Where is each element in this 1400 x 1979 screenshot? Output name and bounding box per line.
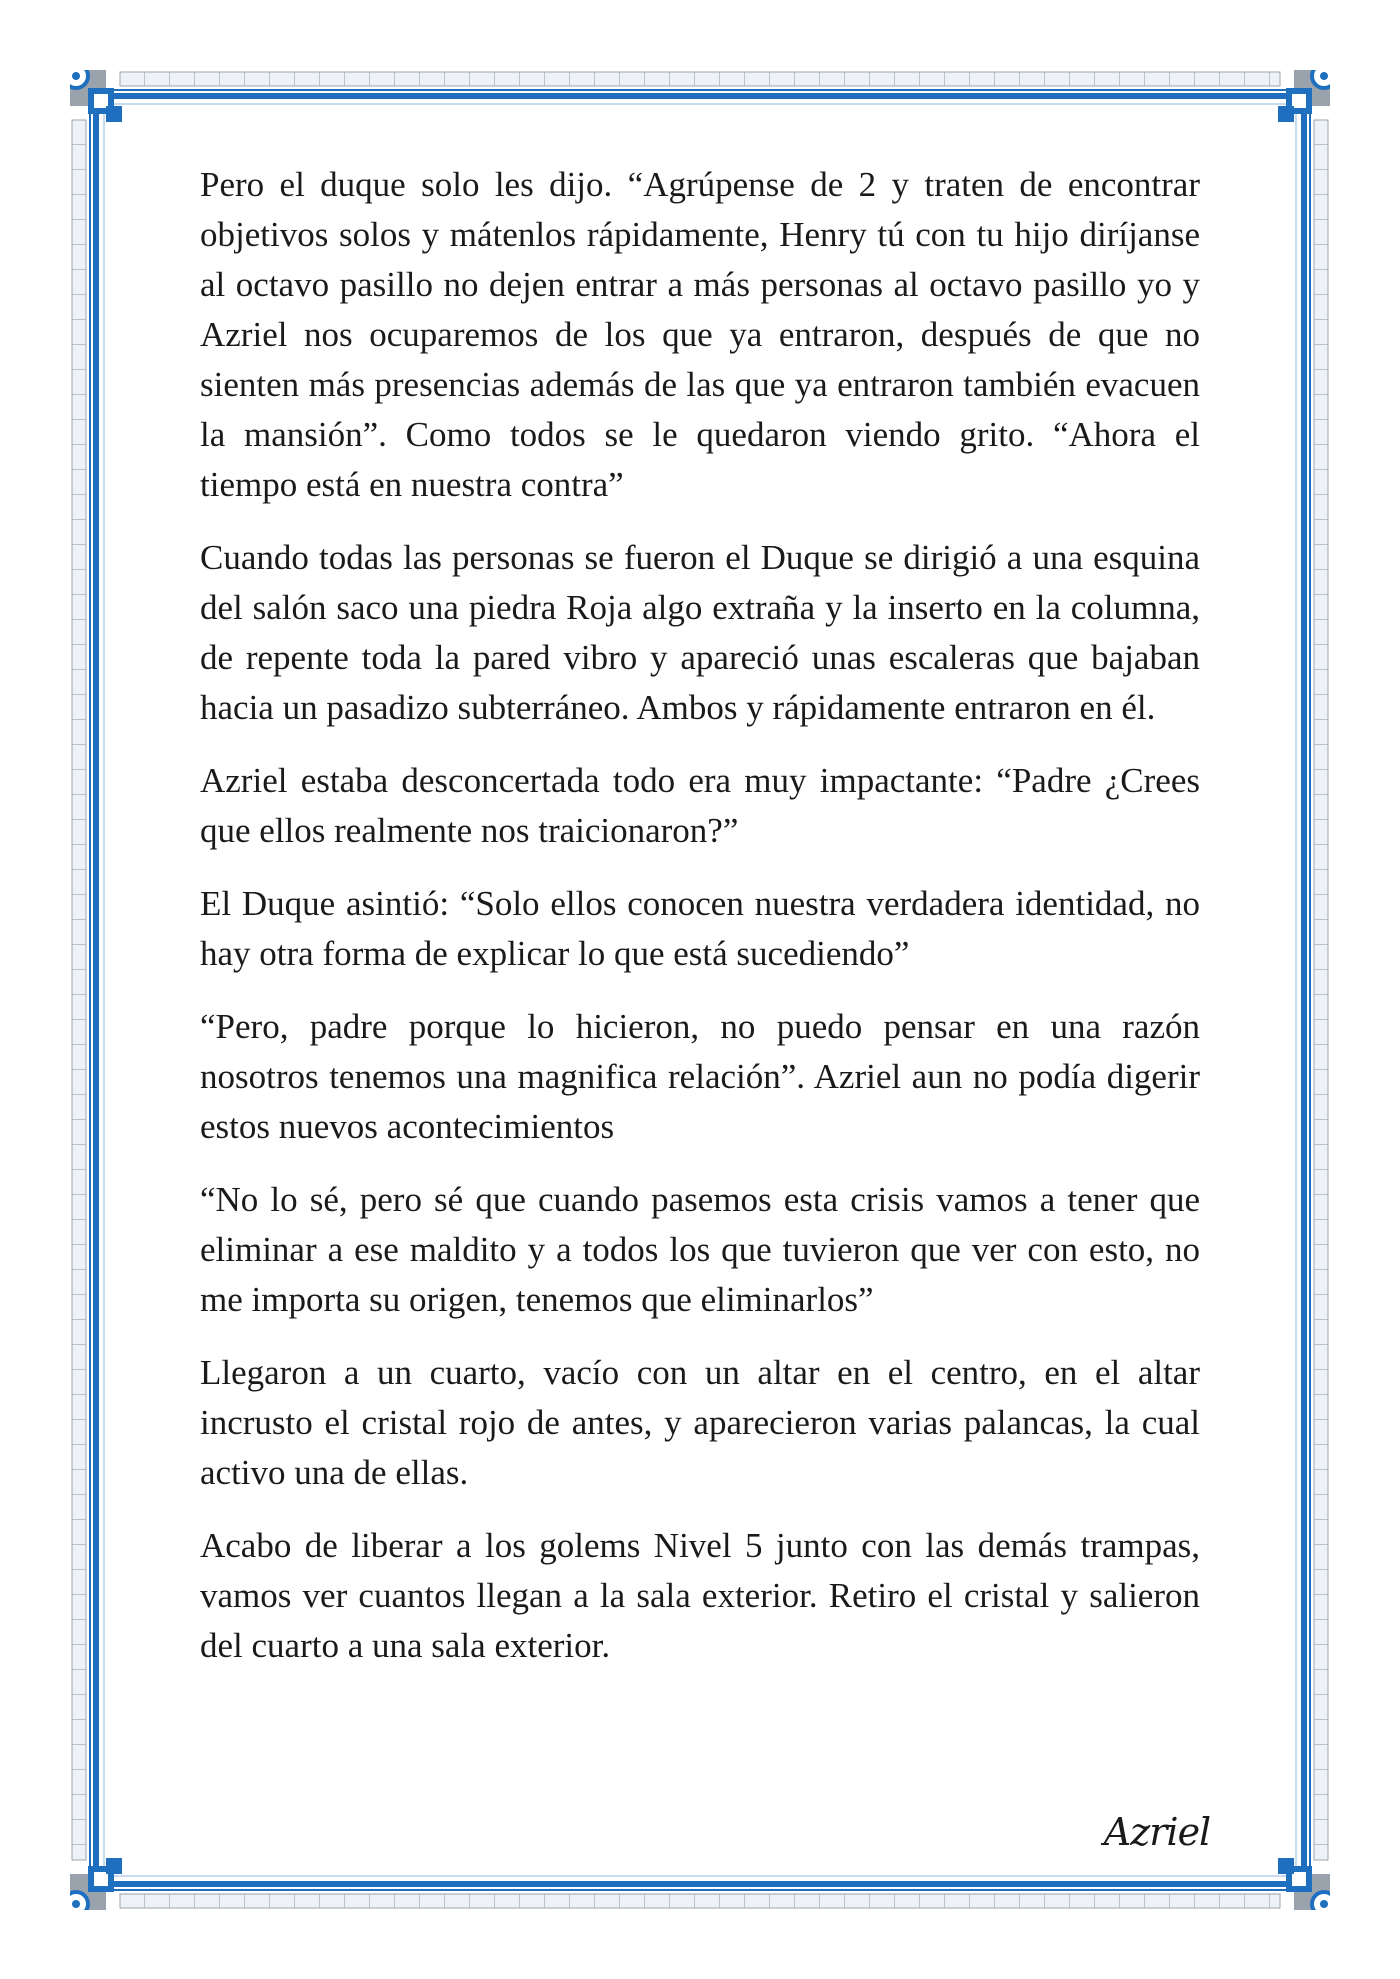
body-text [200,160,1200,1694]
signature: Azriel [1103,1810,1211,1854]
paragraph: “Pero, padre porque lo hicieron, no puedo pensar en una razón nosotros tenemos una magnifica relación”. Azriel aun no podía digerir estos nuevos acontecimientos [200,1007,1200,1146]
paragraph: Llegaron a un cuarto, vacío con un altar en el centro, en el altar incrusto el cristal rojo de antes, y aparecieron varias palancas, la cual activo una de ellas. [200,1353,1200,1492]
paragraph: Acabo de liberar a los golems Nivel 5 junto con las demás trampas, vamos ver cuantos llegan a la sala exterior. Retiro el cristal y salieron del cuarto a una sala exterior. [200,1526,1200,1665]
paragraph: Azriel estaba desconcertada todo era muy impactante: “Padre ¿Crees que ellos realmente nos traicionaron?” [200,761,1200,850]
paragraph: “No lo sé, pero sé que cuando pasemos esta crisis vamos a tener que eliminar a ese maldito y a todos los que tuvieron que ver con esto, no me importa su origen, tenemos que eliminarlos” [200,1180,1200,1319]
paragraph: El Duque asintió: “Solo ellos conocen nuestra verdadera identidad, no hay otra forma de explicar lo que está sucediendo” [200,884,1200,973]
paragraph: Pero el duque solo les dijo. “Agrúpense de 2 y traten de encontrar objetivos solos y mátenlos rápidamente, Henry tú con tu hijo diríjanse al octavo pasillo no dejen entrar a más personas al octavo pasillo yo y Azriel nos ocuparemos de los que ya entraron, después de que no sienten más presencias además de las que ya entraron también evacuen la mansión”. Como todos se le quedaron viendo grito. “Ahora el tiempo está en nuestra contra” [200,165,1200,504]
paragraph: Cuando todas las personas se fueron el Duque se dirigió a una esquina del salón saco una piedra Roja algo extraña y la inserto en la columna, de repente toda la pared vibro y apareció unas escaleras que bajaban hacia un pasadizo subterráneo. Ambos y rápidamente entraron en él. [200,538,1200,727]
